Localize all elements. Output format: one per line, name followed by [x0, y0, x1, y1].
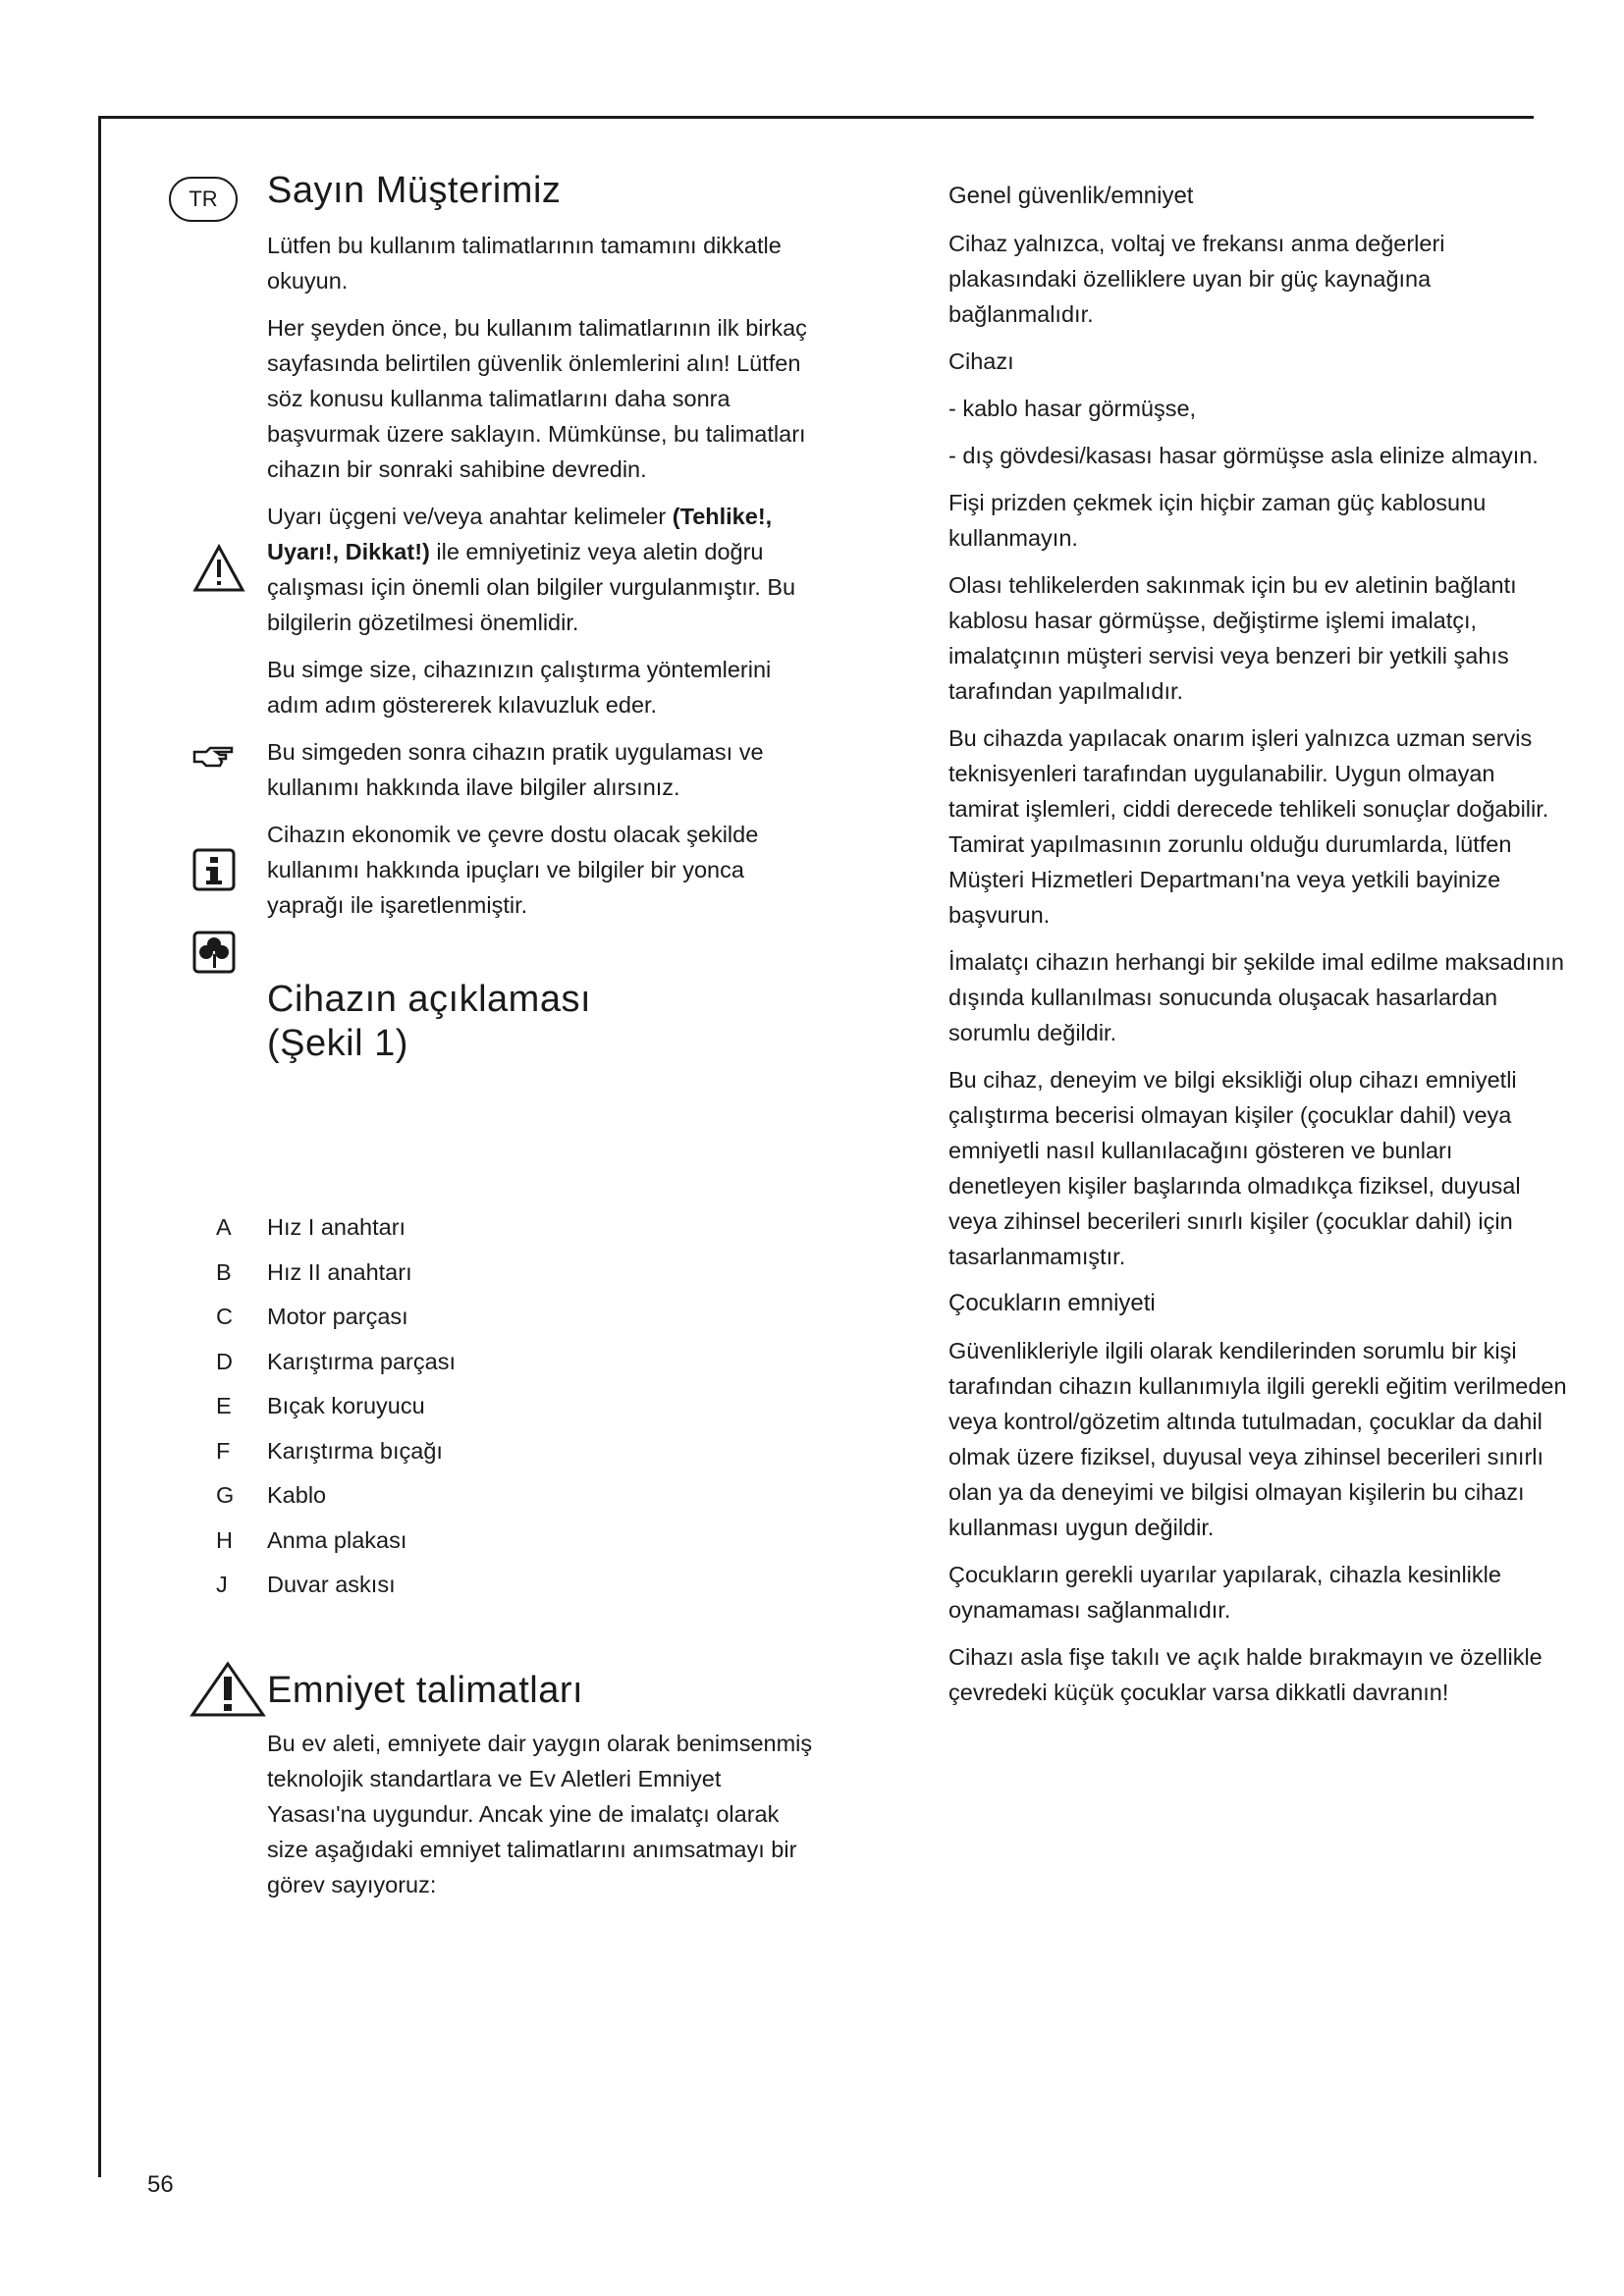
part-letter: J: [216, 1572, 228, 1598]
right-paragraph-8: Güvenlikleriyle ilgili olarak kendilerinden sorumlu bir kişi tarafından cihazın kullanımıyla ilgili gerekli eğitim verilmeden veya kontrol/gözetim altında tutulmadan, çocuklar da dahil olmak üzere fiziksel, duyusal veya zihinsel becerileri sınırlı olan ya da deneyimi ve bilgisi olmayan kişilerin bu cihazı kullanması uygun değildir.: [948, 1338, 1567, 1540]
right-paragraph-7: Bu cihaz, deneyim ve bilgi eksikliği olup cihazı emniyetli çalıştırma becerisi olmayan kişiler (çocuklar dahil) veya emniyetli nasıl kullanılacağını gösteren ve bunları denetleyen kişiler başlarında olmadıkça fiziksel, duyusal veya zihinsel becerileri sınırlı kişiler (çocuklar dahil) için tasarlanmamıştır.: [948, 1067, 1521, 1269]
part-label: Motor parçası: [267, 1304, 408, 1330]
safety-section: [267, 1669, 817, 1914]
warning-triangle-icon: [192, 544, 245, 598]
part-row: [216, 1295, 805, 1340]
page-number: 56: [147, 2171, 174, 2198]
safety-title: Emniyet talimatları: [267, 1670, 584, 1711]
part-label: Hız I anahtarı: [267, 1214, 406, 1241]
safety-paragraph: Bu ev aleti, emniyete dair yaygın olarak benimsenmiş teknolojik standartlara ve Ev Aletleri Emniyet Yasası'na uygundur. Ancak yine de imalatçı olarak size aşağıdaki emniyet talimatlarını anımsatmayı bir görev sayıyoruz:: [267, 1730, 813, 1897]
part-row: [216, 1519, 805, 1564]
top-rule: [98, 116, 1534, 119]
intro-paragraph-2: Her şeyden önce, bu kullanım talimatlarının ilk birkaç sayfasında belirtilen güvenlik önlemlerini alın! Lütfen söz konusu kullanma talimatlarını daha sonra başvurmak üzere saklayın. Mümkünse, bu talimatları cihazın bir sonraki sahibine devredin.: [267, 314, 807, 482]
part-letter: F: [216, 1437, 231, 1464]
description-title-2: (Şekil 1): [267, 1023, 408, 1065]
warning-text-a: Uyarı üçgeni ve/veya anahtar kelimeler: [267, 503, 667, 529]
right-list-item-1: - kablo hasar görmüşse,: [948, 396, 1197, 421]
part-row: [216, 1429, 805, 1474]
info-icon: [192, 848, 236, 896]
part-letter: H: [216, 1526, 233, 1553]
part-row: [216, 1205, 805, 1251]
part-letter: D: [216, 1348, 233, 1374]
warning-triangle-icon: [189, 1661, 267, 1723]
part-row: [216, 1384, 805, 1429]
part-label: Karıştırma bıçağı: [267, 1437, 443, 1464]
general-safety-heading: Genel güvenlik/emniyet: [948, 183, 1194, 209]
right-paragraph-4: Olası tehlikelerden sakınmak için bu ev aletinin bağlantı kablosu hasar görmüşse, değiştirme işlemi imalatçı, imalatçının müşteri servisi veya benzeri bir yetkili şahıs tarafından yapılmalıdır.: [948, 572, 1517, 704]
clover-leaf-icon: [192, 931, 236, 979]
left-rule: [98, 116, 101, 2177]
part-letter: E: [216, 1393, 232, 1419]
part-letter: B: [216, 1258, 232, 1285]
warning-keywords: (Tehlike!, Uyarı!, Dikkat!): [267, 503, 773, 564]
part-label: Duvar askısı: [267, 1572, 396, 1598]
info-paragraph: Bu simgeden sonra cihazın pratik uygulaması ve kullanımı hakkında ilave bilgiler alırsınız.: [267, 738, 764, 800]
parts-list: [216, 1205, 805, 1608]
part-label: Karıştırma parçası: [267, 1348, 456, 1374]
warning-text-b: ile emniyetiniz veya aletin doğru çalışması için önemli olan bilgiler vurgulanmıştır. Bu bilgilerin gözetilmesi önemlidir.: [267, 538, 796, 635]
language-badge: TR: [169, 177, 238, 222]
right-list-item-2: - dış gövdesi/kasası hasar görmüşse asla elinize almayın.: [948, 443, 1539, 468]
part-row: [216, 1473, 805, 1519]
pointing-hand-icon: [192, 742, 236, 776]
part-label: Kablo: [267, 1482, 327, 1509]
part-row: [216, 1563, 805, 1608]
right-paragraph-5: Bu cihazda yapılacak onarım işleri yalnızca uzman servis teknisyenleri tarafından uygulanabilir. Uygun olmayan tamirat işlemleri, ciddi derecede tehlikeli sonuçlar doğabilir. Tamirat yapılmasının zorunlu olduğu durumlarda, lütfen Müşteri Hizmetleri Departmanı'na veya yetkili bayinize başvurun.: [948, 725, 1549, 928]
part-letter: G: [216, 1482, 235, 1509]
right-column: [948, 179, 1567, 1722]
part-row: [216, 1251, 805, 1296]
right-paragraph-2: Cihazı: [948, 348, 1014, 374]
right-paragraph-9: Çocukların gerekli uyarılar yapılarak, cihazla kesinlikle oynamaması sağlanmalıdır.: [948, 1562, 1501, 1623]
right-paragraph-10: Cihazı asla fişe takılı ve açık halde bırakmayın ve özellikle çevredeki küçük çocuklar varsa dikkatli davranın!: [948, 1644, 1543, 1705]
intro-paragraph-1: Lütfen bu kullanım talimatlarının tamamını dikkatle okuyun.: [267, 232, 782, 294]
right-paragraph-1: Cihaz yalnızca, voltaj ve frekansı anma değerleri plakasındaki özelliklere uyan bir güç kaynağına bağlanmalıdır.: [948, 231, 1445, 327]
part-row: [216, 1340, 805, 1385]
right-paragraph-6: İmalatçı cihazın herhangi bir şekilde imal edilme maksadının dışında kullanılması sonucunda oluşacak hasarlardan sorumlu değildir.: [948, 949, 1564, 1045]
part-letter: A: [216, 1214, 232, 1241]
clover-paragraph: Cihazın ekonomik ve çevre dostu olacak şekilde kullanımı hakkında ipuçları ve bilgiler bir yonca yaprağı ile işaretlenmiştir.: [267, 821, 759, 918]
part-label: Bıçak koruyucu: [267, 1393, 425, 1419]
description-title-1: Cihazın açıklaması: [267, 978, 592, 1020]
part-letter: C: [216, 1304, 233, 1330]
page-title: Sayın Müşterimiz: [267, 170, 562, 211]
left-column: [267, 169, 817, 1085]
part-label: Hız II anahtarı: [267, 1258, 412, 1285]
warning-paragraph: [267, 499, 817, 640]
part-label: Anma plakası: [267, 1526, 407, 1553]
hand-paragraph: Bu simge size, cihazınızın çalıştırma yöntemlerini adım adım göstererek kılavuzluk eder.: [267, 656, 772, 718]
children-safety-heading: Çocukların emniyeti: [948, 1290, 1156, 1316]
right-paragraph-3: Fişi prizden çekmek için hiçbir zaman güç kablosunu kullanmayın.: [948, 490, 1487, 551]
